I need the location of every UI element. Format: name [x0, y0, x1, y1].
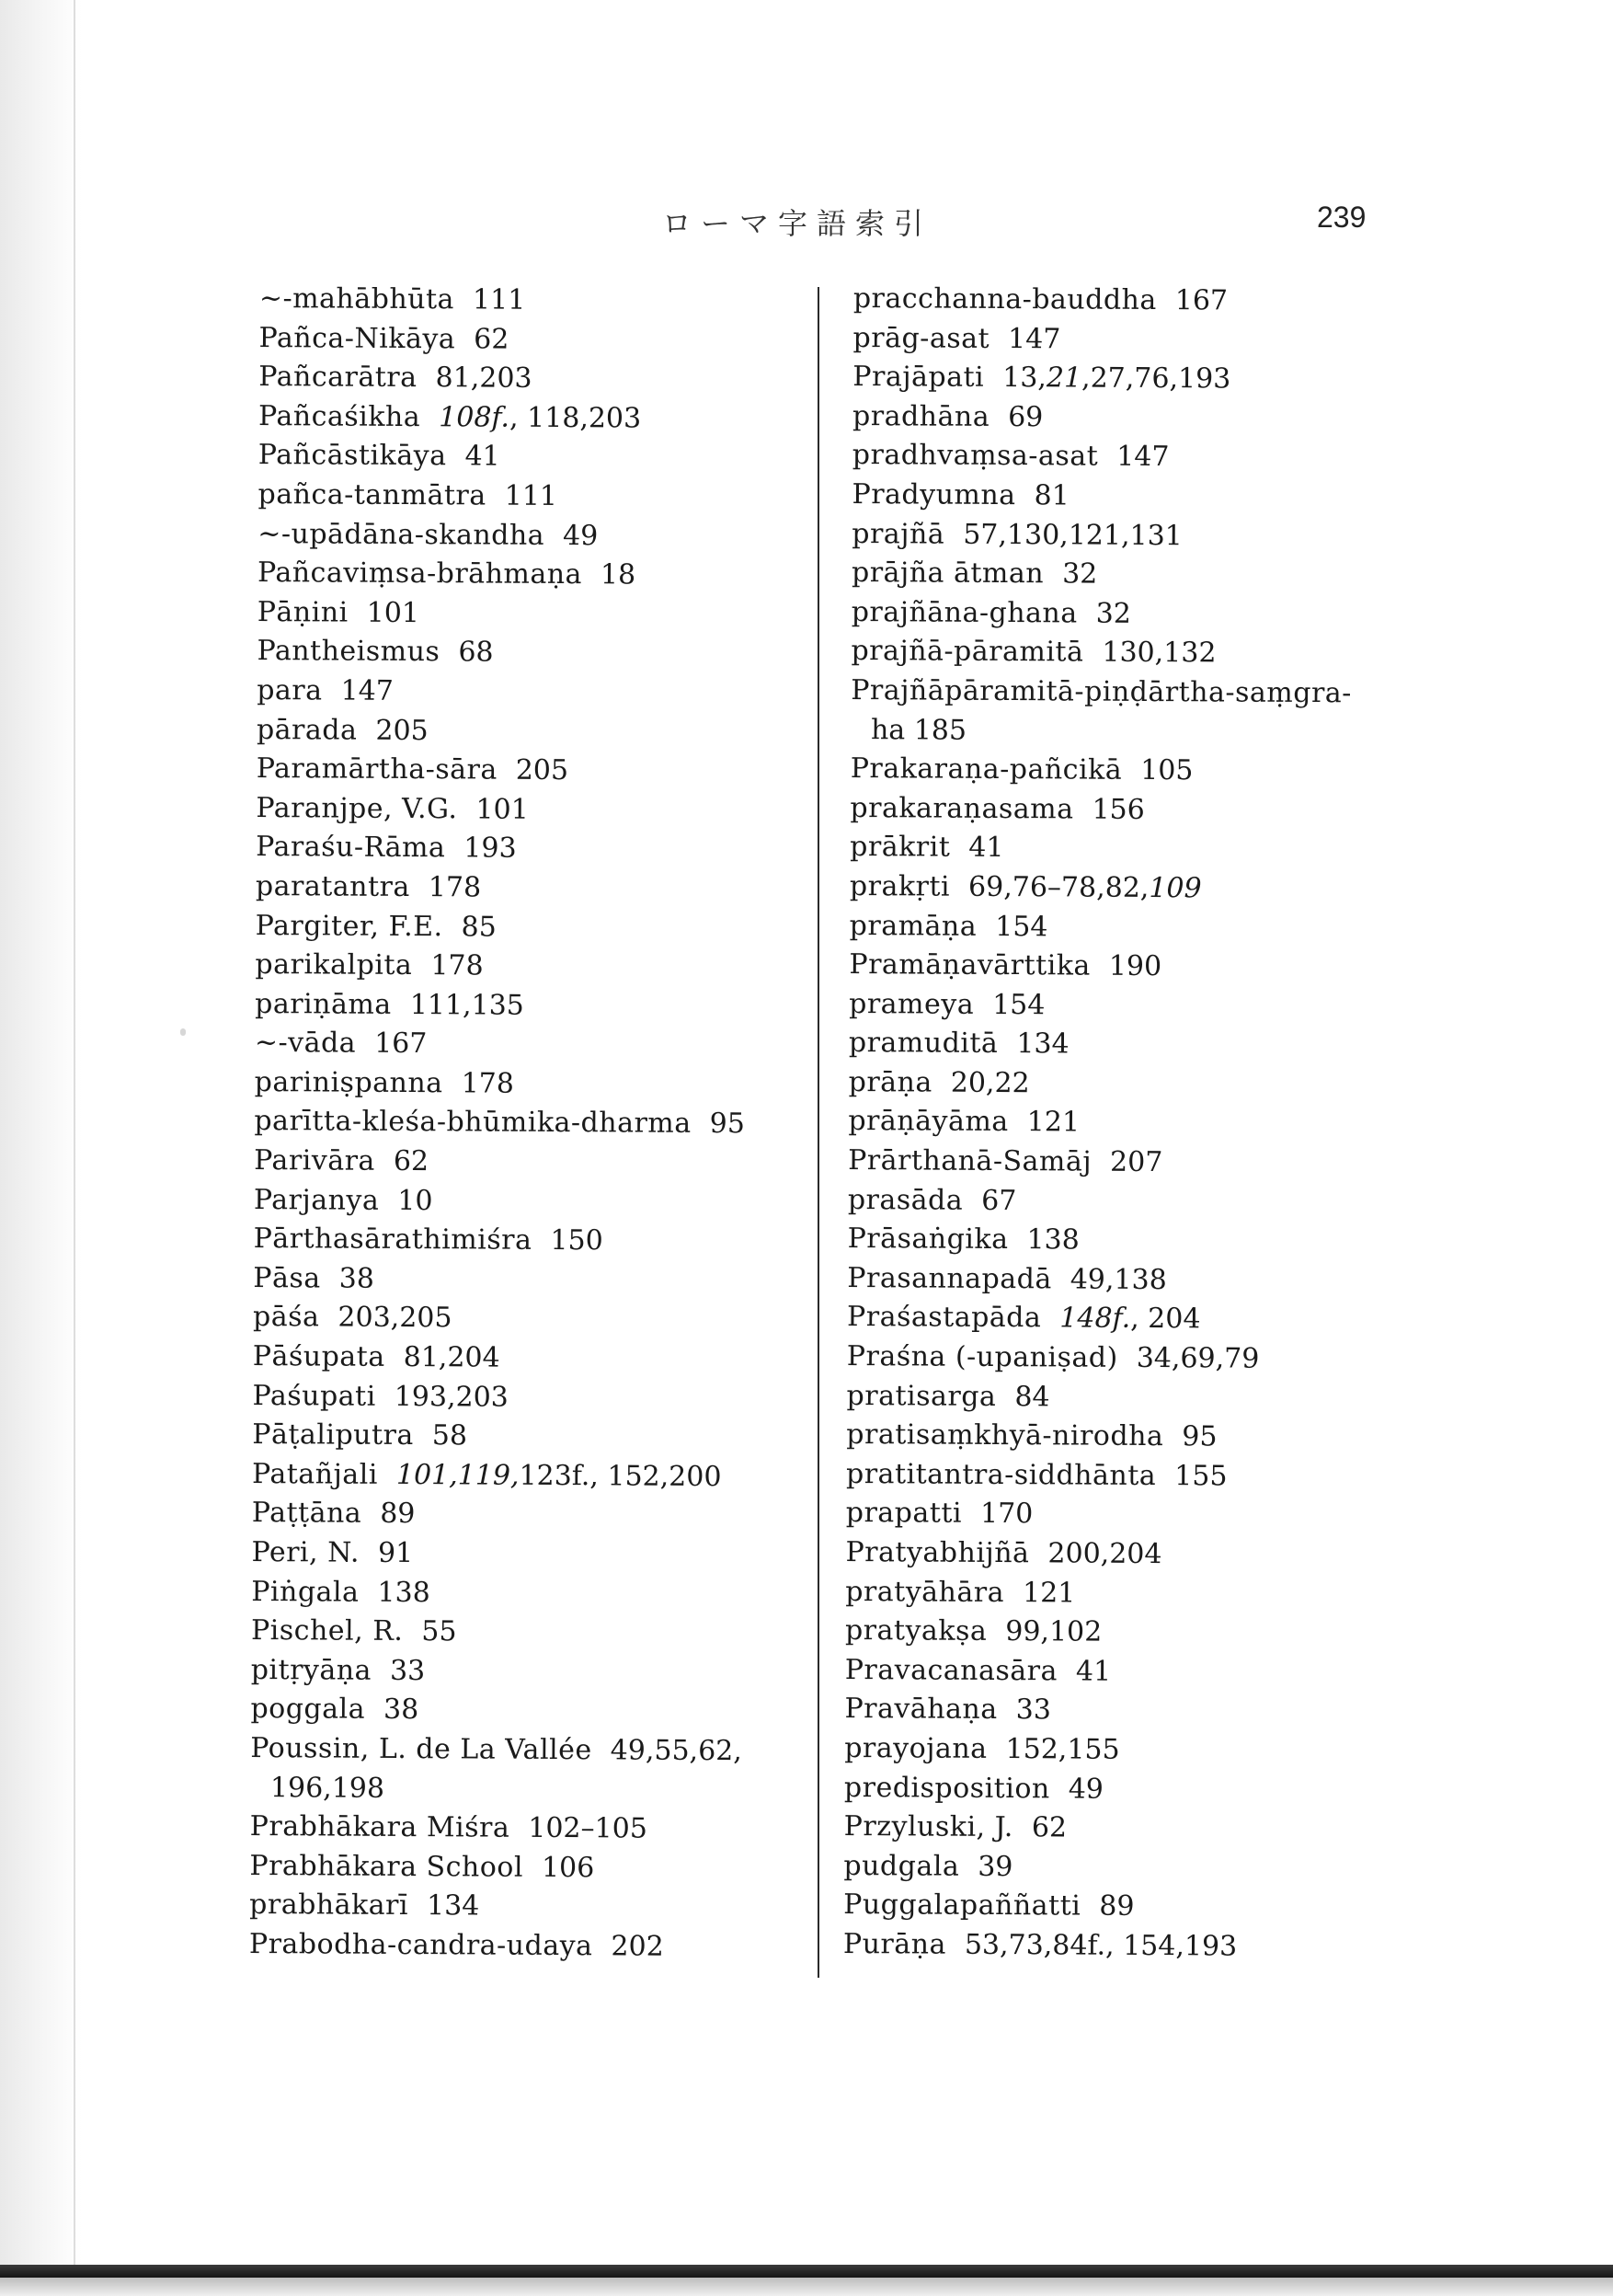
index-term: Przyluski, J.: [843, 1810, 1014, 1844]
index-page-refs: 111: [472, 283, 526, 316]
index-entry: [846, 1494, 1361, 1536]
index-term: Pramāṇavārttika: [849, 948, 1091, 982]
index-term: Puggalapaññatti: [843, 1888, 1081, 1923]
index-entry: [249, 1886, 792, 1928]
index-term: ~-upādāna-skandha: [257, 517, 545, 552]
index-page-refs: 138: [1026, 1223, 1080, 1257]
index-term: Pischel, R.: [250, 1614, 404, 1648]
index-page-refs: 81,203: [435, 362, 532, 396]
index-entry: [257, 476, 800, 518]
index-page-refs: 108f., 118,203: [439, 400, 642, 435]
index-term: Prabodha-candra-udaya: [248, 1927, 593, 1963]
index-term: Paranjpe, V.G.: [256, 791, 458, 826]
index-page-refs: 55: [421, 1615, 457, 1648]
index-page-refs: 138: [377, 1576, 430, 1609]
index-entry: [847, 1220, 1362, 1262]
index-column-right: [843, 280, 1368, 1968]
index-entry: [852, 515, 1367, 557]
index-term: Pantheismus: [257, 635, 440, 669]
entry-continuation: 196,198: [269, 1771, 385, 1805]
index-entry: [256, 906, 798, 948]
index-term: prasāda: [847, 1183, 964, 1217]
index-page-refs: 95: [709, 1108, 745, 1141]
index-page-refs: 41: [1075, 1655, 1112, 1688]
index-page-refs: 101: [475, 793, 529, 826]
index-term: pariṇāma: [255, 987, 392, 1021]
index-page-refs: 178: [461, 1067, 515, 1100]
index-entry: [845, 1533, 1360, 1576]
index-entry: [257, 750, 799, 792]
entry-continuation: ha 185: [870, 713, 967, 747]
index-entry: [852, 476, 1367, 518]
index-entry: [251, 1651, 794, 1693]
index-page-refs: 89: [380, 1498, 416, 1531]
scan-bottom-edge: [0, 2265, 1613, 2278]
index-page-refs: 111: [504, 479, 558, 512]
index-term: pudgala: [843, 1849, 960, 1883]
index-page-refs: 134: [1016, 1027, 1070, 1061]
index-entry: [849, 1063, 1364, 1106]
index-term: Purāṇa: [842, 1927, 947, 1961]
index-entry: [257, 711, 799, 753]
index-page-refs: 205: [515, 753, 569, 787]
index-term: pitṛyāṇa: [250, 1653, 372, 1687]
index-entry: [254, 1142, 796, 1184]
index-page-refs: 193,203: [394, 1380, 509, 1414]
index-term: prāṇāyāma: [848, 1105, 1009, 1139]
index-entry: [250, 1729, 794, 1811]
index-page-refs: 147: [1008, 322, 1061, 355]
index-term: Paṭṭāna: [251, 1497, 362, 1531]
index-term: Prārthanā-Samāj: [848, 1144, 1092, 1178]
index-term: paratantra: [255, 869, 410, 903]
index-term: parikalpita: [255, 948, 413, 982]
index-page-refs: 106: [541, 1851, 595, 1885]
index-term: Prajñāpāramitā-piṇḍārtha-saṃgra-: [851, 673, 1352, 710]
index-entry: [257, 632, 799, 674]
index-entry: [852, 358, 1367, 400]
index-term: Pārthasārathimiśra: [253, 1223, 532, 1257]
index-term: parītta-kleśa-bhūmika-dharma: [254, 1105, 692, 1141]
index-entry: [851, 672, 1367, 753]
index-entry: [257, 515, 800, 557]
index-term: pramāṇa: [849, 909, 978, 943]
index-page-refs: 150: [550, 1224, 603, 1257]
index-page-refs: 84: [1014, 1380, 1050, 1413]
index-term: Pāṭaliputra: [252, 1418, 414, 1452]
index-entry: [852, 397, 1367, 440]
index-entry: [250, 1690, 793, 1732]
index-page-refs: 167: [1174, 284, 1229, 317]
index-term: para: [257, 673, 323, 707]
index-entry: [846, 1377, 1361, 1419]
index-page-refs: 67: [981, 1184, 1017, 1217]
index-term: Paramārtha-sāra: [256, 752, 498, 786]
index-entry: [849, 946, 1364, 988]
index-page-refs: 202: [611, 1930, 664, 1963]
index-page-refs: 49: [1068, 1773, 1104, 1806]
index-term: prāṇa: [848, 1065, 932, 1099]
index-page-refs: 32: [1062, 557, 1098, 591]
index-entry: [843, 1925, 1358, 1968]
index-page-refs: 147: [1116, 441, 1170, 474]
index-term: Praśastapāda: [847, 1301, 1042, 1335]
index-term: pracchanna-bauddha: [852, 281, 1157, 317]
index-entry: [252, 1455, 795, 1498]
index-term: prajñā-pāramitā: [851, 635, 1084, 669]
index-page-refs: 13,21,27,76,193: [1002, 362, 1231, 396]
scan-left-margin: [0, 0, 83, 2296]
index-page-refs: 38: [338, 1262, 375, 1295]
index-term: Pañca-Nikāya: [258, 321, 456, 355]
index-page-refs: 57,130,121,131: [963, 518, 1183, 552]
index-page-refs: 49: [563, 519, 599, 552]
index-term: pratitantra-siddhānta: [845, 1457, 1157, 1492]
index-term: prajñāna-ghana: [851, 595, 1078, 630]
index-entry: [249, 1847, 792, 1889]
scan-speck: [180, 1028, 186, 1036]
index-page-refs: 155: [1174, 1459, 1228, 1493]
index-term: Patañjali: [251, 1457, 379, 1491]
index-term: Prakaraṇa-pañcikā: [850, 752, 1123, 786]
index-term: prāg-asat: [852, 321, 990, 355]
index-page-refs: 69,76–78,82,109: [967, 870, 1202, 905]
index-entry: [256, 828, 798, 870]
index-page-refs: 39: [978, 1850, 1013, 1883]
main-reference: 101,119,: [395, 1458, 520, 1492]
index-page-refs: 41: [464, 440, 500, 473]
index-entry: [258, 358, 801, 400]
index-term: pratisaṃkhyā-nirodha: [846, 1418, 1164, 1453]
index-entry: [252, 1377, 795, 1419]
index-entry: [253, 1220, 795, 1262]
index-page-refs: 69: [1008, 400, 1044, 434]
index-term: Pravāhaṇa: [844, 1693, 998, 1727]
index-entry: [258, 436, 801, 478]
index-page-refs: 49,138: [1070, 1263, 1167, 1296]
index-page-refs: 205: [375, 714, 429, 747]
index-entry: [848, 1181, 1363, 1223]
index-entry: [256, 867, 798, 910]
index-page-refs: 81: [1034, 479, 1070, 512]
index-term: Parivāra: [254, 1144, 375, 1177]
index-entry: [846, 1416, 1361, 1458]
index-term: Pañcaviṃsa-brāhmaṇa: [257, 557, 583, 591]
index-entry: [850, 867, 1365, 910]
index-entry: [255, 985, 797, 1027]
index-page-refs: 200,204: [1047, 1537, 1162, 1571]
index-term: Prabhākara School: [249, 1849, 524, 1884]
index-page-refs: 68: [458, 636, 494, 669]
index-entry: [251, 1612, 794, 1654]
index-column-left: [249, 280, 802, 1968]
index-entry: [253, 1259, 795, 1302]
index-entry: [249, 1925, 792, 1968]
index-page-refs: 33: [389, 1654, 426, 1687]
index-entry: [843, 1847, 1358, 1889]
main-reference: 108f.: [439, 400, 510, 434]
index-page-refs: 62: [1031, 1811, 1068, 1844]
index-page-refs: 41: [968, 832, 1004, 865]
index-entry: [847, 1259, 1362, 1302]
index-term: Pratyabhijñā: [845, 1535, 1030, 1570]
index-term: Pañcāstikāya: [257, 439, 447, 473]
page-number: 239: [1317, 201, 1367, 234]
index-entry: [257, 554, 800, 596]
index-entry: [851, 632, 1366, 674]
index-entry: [255, 1063, 797, 1106]
index-page-refs: 130,132: [1102, 637, 1217, 670]
index-term: prakṛti: [849, 869, 951, 903]
index-term: pradhvaṃsa-asat: [852, 439, 1099, 474]
index-entry: [252, 1494, 795, 1536]
index-entry: [844, 1808, 1359, 1850]
index-term: Pravacanasāra: [844, 1653, 1058, 1688]
index-entry: [844, 1769, 1359, 1811]
index-page-refs: 34,69,79: [1136, 1341, 1260, 1375]
index-page-refs: 58: [431, 1419, 468, 1452]
index-term: prayojana: [844, 1731, 988, 1765]
index-term: pratisarga: [846, 1379, 997, 1413]
index-page-refs: 38: [383, 1693, 419, 1727]
index-term: Prabhākara Miśra: [249, 1810, 510, 1844]
index-entry: [251, 1573, 794, 1615]
index-entry: [853, 280, 1368, 322]
index-entry: [849, 1024, 1364, 1066]
index-page-refs: 203,205: [337, 1301, 452, 1335]
index-entry: [843, 1886, 1358, 1928]
index-term: Piṅgala: [251, 1575, 360, 1609]
index-page-refs: 111,135: [409, 988, 524, 1022]
index-term: prākrit: [850, 831, 951, 864]
index-page-refs: 20,22: [950, 1066, 1030, 1100]
scan-gutter-line: [74, 0, 75, 2296]
index-term: Pañcarātra: [258, 361, 418, 395]
index-page-refs: 85: [461, 910, 497, 944]
index-page-refs: 121: [1022, 1576, 1076, 1610]
index-term: Prāsaṅgika: [847, 1223, 1009, 1257]
index-entry: [850, 828, 1365, 870]
index-page-refs: 62: [474, 323, 509, 356]
index-entry: [256, 789, 798, 832]
index-page-refs: 193: [463, 832, 517, 866]
index-entry: [258, 319, 801, 362]
index-page-refs: 101,119,123f., 152,200: [395, 1458, 722, 1493]
index-term: Pāśupata: [252, 1340, 385, 1373]
index-entry: [845, 1573, 1360, 1615]
main-reference: 109: [1149, 871, 1202, 905]
index-entry: [252, 1416, 795, 1458]
index-entry: [845, 1651, 1360, 1693]
index-page-refs: 134: [426, 1889, 480, 1923]
index-page-refs: 91: [377, 1536, 414, 1570]
index-term: pratyāhāra: [845, 1575, 1005, 1609]
index-page-refs: 190: [1108, 949, 1162, 983]
index-term: Pradyumna: [852, 477, 1016, 512]
index-entry: [852, 554, 1367, 596]
index-term: Prasannapadā: [847, 1261, 1052, 1296]
index-term: pratyakṣa: [844, 1614, 988, 1648]
main-reference: 148f.: [1059, 1302, 1131, 1336]
index-page-refs: 33: [1015, 1693, 1051, 1727]
index-term: Praśna (-upaniṣad): [846, 1340, 1118, 1374]
index-page-refs: 178: [430, 949, 484, 982]
index-page-refs: 178: [428, 871, 482, 904]
index-page-refs: 81,204: [403, 1341, 500, 1374]
index-page-refs: 49,55,62,: [610, 1734, 742, 1768]
index-term: predisposition: [843, 1771, 1050, 1805]
index-entry: [255, 1024, 797, 1066]
index-entry: [851, 750, 1366, 792]
index-page-refs: 154: [992, 988, 1046, 1021]
index-entry: [251, 1533, 794, 1576]
index-term: Parjanya: [253, 1183, 380, 1217]
index-term: pariniṣpanna: [254, 1065, 443, 1100]
index-term: ~-mahābhūta: [258, 281, 455, 316]
index-term: Pāṇini: [257, 595, 349, 629]
index-page-refs: 170: [979, 1498, 1034, 1531]
index-page-refs: 156: [1092, 793, 1145, 826]
index-term: Prajāpati: [852, 361, 985, 395]
index-page-refs: 32: [1095, 597, 1131, 630]
index-entry: [253, 1298, 795, 1340]
index-entry: [258, 397, 801, 440]
index-page-refs: 53,73,84f., 154,193: [964, 1928, 1238, 1963]
index-page-refs: 89: [1099, 1890, 1135, 1923]
index-page-refs: 101: [366, 596, 420, 629]
index-entry: [253, 1337, 795, 1380]
index-page-refs: 148f., 204: [1059, 1302, 1201, 1336]
index-page-refs: 154: [995, 910, 1048, 943]
index-entry: [259, 280, 802, 322]
index-entry: [844, 1690, 1359, 1732]
index-page-refs: 152,155: [1005, 1733, 1120, 1766]
index-entry: [254, 1102, 796, 1144]
index-page-refs: 167: [374, 1027, 428, 1061]
index-term: Paraśu-Rāma: [256, 831, 446, 865]
index-entry: [850, 789, 1365, 832]
index-page-refs: 105: [1140, 754, 1194, 787]
running-header: ローマ字語索引: [662, 206, 933, 241]
scan-bottom-shadow: [0, 2278, 1613, 2296]
index-page-refs: 102–105: [528, 1811, 647, 1845]
index-entry: [255, 946, 797, 988]
index-entry: [254, 1181, 796, 1223]
index-entry: [848, 1142, 1363, 1184]
column-divider: [818, 287, 819, 1978]
index-term: prājña ātman: [851, 557, 1045, 591]
index-entry: [844, 1729, 1359, 1772]
index-entry: [852, 319, 1367, 362]
index-term: prabhākarī: [249, 1888, 409, 1923]
index-term: pañca-tanmātra: [257, 477, 486, 512]
index-page-refs: 99,102: [1005, 1615, 1103, 1648]
index-entry: [852, 593, 1367, 636]
index-term: pāśa: [253, 1301, 320, 1334]
index-entry: [845, 1612, 1360, 1654]
index-term: prakaraṇasama: [850, 791, 1074, 826]
index-term: Pāsa: [253, 1261, 321, 1295]
main-reference: 21: [1046, 362, 1082, 395]
index-entry: [847, 1298, 1362, 1340]
index-term: poggala: [250, 1693, 366, 1727]
index-entry: [852, 436, 1367, 478]
index-term: Pañcaśikha: [257, 399, 421, 433]
index-page-refs: 147: [340, 674, 394, 707]
index-entry: [257, 593, 800, 636]
index-page-refs: 62: [393, 1144, 429, 1178]
index-term: pradhāna: [852, 399, 990, 433]
index-entry: [849, 985, 1364, 1027]
index-term: Paśupati: [252, 1379, 376, 1413]
index-entry: [846, 1455, 1361, 1498]
index-page-refs: 18: [600, 558, 636, 591]
index-term: Peri, N.: [251, 1535, 360, 1569]
index-entry: [847, 1337, 1362, 1380]
index-entry: [850, 906, 1365, 948]
index-term: Poussin, L. de La Vallée: [250, 1731, 592, 1767]
index-page-refs: 10: [397, 1184, 433, 1217]
index-term: prajñā: [852, 517, 945, 551]
index-term: pramuditā: [848, 1027, 999, 1061]
index-entry: [250, 1808, 793, 1850]
index-page-refs: 121: [1026, 1106, 1081, 1139]
index-term: ~-vāda: [254, 1027, 357, 1060]
index-term: Pargiter, F.E.: [255, 909, 443, 943]
index-term: prameya: [849, 987, 975, 1021]
index-page-refs: 207: [1109, 1145, 1163, 1179]
index-term: prapatti: [845, 1497, 963, 1531]
index-page-refs: 95: [1182, 1420, 1218, 1453]
index-entry: [257, 672, 799, 714]
index-term: pārada: [256, 713, 358, 747]
index-entry: [848, 1102, 1363, 1144]
